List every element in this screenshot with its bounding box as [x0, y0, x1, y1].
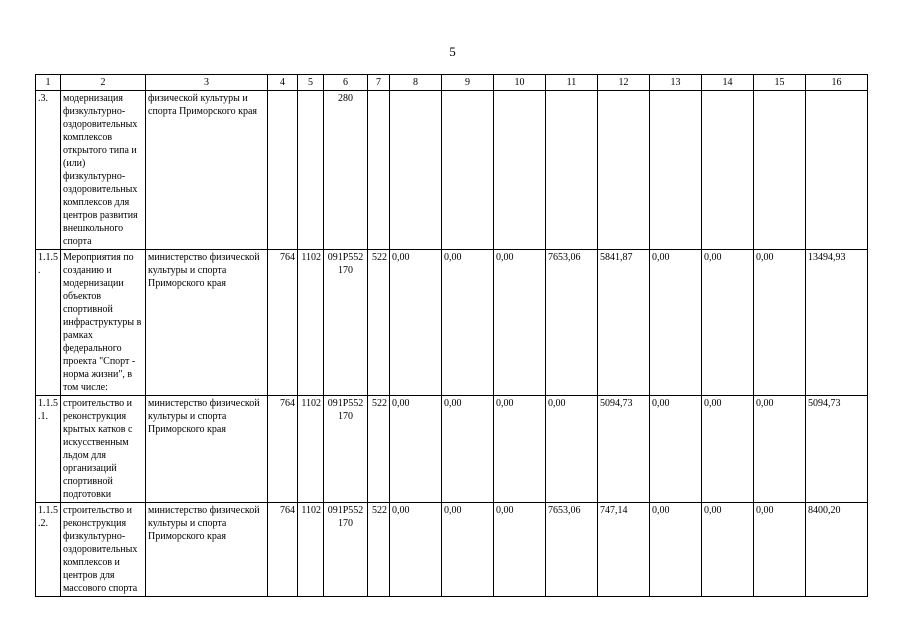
column-header: 2 [61, 75, 146, 91]
column-header: 15 [754, 75, 806, 91]
table-cell [806, 91, 868, 250]
table-cell [598, 91, 650, 250]
row-responsible: министерство физической культуры и спорта Приморского края [146, 396, 268, 503]
table-row [36, 396, 868, 503]
row-description: Мероприятия по созданию и модернизации объектов спортивной инфраструктуры в рамках федерального проекта "Спорт - норма жизни", в том числе: [61, 250, 146, 396]
column-header: 1 [36, 75, 61, 91]
table-cell: 522 [368, 396, 390, 503]
row-description: строительство и реконструкция крытых катков с искусственным льдом для организаций спортивной подготовки [61, 396, 146, 503]
table-cell [650, 91, 702, 250]
row-description: строительство и реконструкция физкультурно-оздоровительных комплексов и центров для массового спорта [61, 503, 146, 597]
table-cell [494, 91, 546, 250]
table-cell: 0,00 [494, 503, 546, 597]
column-header: 14 [702, 75, 754, 91]
table-cell: 0,00 [754, 250, 806, 396]
table-cell: 8400,20 [806, 503, 868, 597]
column-header: 13 [650, 75, 702, 91]
table-cell: 764 [268, 503, 298, 597]
table-cell: 0,00 [754, 396, 806, 503]
row-code: 1.1.5. [36, 250, 61, 396]
table-cell: 13494,93 [806, 250, 868, 396]
table-cell: 0,00 [702, 396, 754, 503]
table-cell: 280 [324, 91, 368, 250]
table-cell: 0,00 [442, 503, 494, 597]
row-responsible: министерство физической культуры и спорта Приморского края [146, 503, 268, 597]
page-number: 5 [449, 44, 456, 59]
header-row [36, 75, 868, 91]
table-cell: 522 [368, 503, 390, 597]
table-cell [268, 91, 298, 250]
table-cell: 1102 [298, 396, 324, 503]
column-header: 11 [546, 75, 598, 91]
table-cell [702, 91, 754, 250]
column-header: 12 [598, 75, 650, 91]
table-cell: 091P552170 [324, 250, 368, 396]
table-cell: 7653,06 [546, 250, 598, 396]
column-header: 6 [324, 75, 368, 91]
table-row [36, 91, 868, 250]
column-header: 16 [806, 75, 868, 91]
table-cell: 0,00 [442, 396, 494, 503]
table-cell: 0,00 [546, 396, 598, 503]
table-cell: 0,00 [494, 250, 546, 396]
column-header: 4 [268, 75, 298, 91]
table-row [36, 250, 868, 396]
table-cell: 0,00 [390, 396, 442, 503]
column-header: 9 [442, 75, 494, 91]
row-responsible: физической культуры и спорта Приморского края [146, 91, 268, 250]
table-cell: 0,00 [650, 250, 702, 396]
table-cell: 747,14 [598, 503, 650, 597]
budget-table [35, 74, 868, 597]
table-cell: 091P552170 [324, 396, 368, 503]
table-cell: 0,00 [390, 250, 442, 396]
table-cell: 5094,73 [598, 396, 650, 503]
table-cell: 764 [268, 396, 298, 503]
table-cell: 0,00 [702, 503, 754, 597]
table-cell: 0,00 [702, 250, 754, 396]
row-code: 1.1.5.2. [36, 503, 61, 597]
table-cell [368, 91, 390, 250]
table-cell [546, 91, 598, 250]
row-responsible: министерство физической культуры и спорта Приморского края [146, 250, 268, 396]
table-cell: 0,00 [650, 396, 702, 503]
table-cell: 0,00 [494, 396, 546, 503]
column-header: 8 [390, 75, 442, 91]
column-header: 10 [494, 75, 546, 91]
table-cell: 0,00 [650, 503, 702, 597]
column-header: 3 [146, 75, 268, 91]
table-cell: 0,00 [754, 503, 806, 597]
row-description: модернизация физкультурно-оздоровительных комплексов открытого типа и (или) физкультурно-оздоровительных комплексов для центров развития внешкольного спорта [61, 91, 146, 250]
table-cell [754, 91, 806, 250]
table-cell: 1102 [298, 503, 324, 597]
table-cell: 522 [368, 250, 390, 396]
table-cell [390, 91, 442, 250]
table-cell: 091P552170 [324, 503, 368, 597]
column-header: 5 [298, 75, 324, 91]
table-cell: 0,00 [390, 503, 442, 597]
table-cell: 0,00 [442, 250, 494, 396]
table-row [36, 503, 868, 597]
row-code: 1.1.5.1. [36, 396, 61, 503]
row-code: ​.3. [36, 91, 61, 250]
table-cell: 5094,73 [806, 396, 868, 503]
table-cell: 764 [268, 250, 298, 396]
table-cell: 5841,87 [598, 250, 650, 396]
table-cell: 7653,06 [546, 503, 598, 597]
table-cell [442, 91, 494, 250]
table-cell: 1102 [298, 250, 324, 396]
table-cell [298, 91, 324, 250]
column-header: 7 [368, 75, 390, 91]
